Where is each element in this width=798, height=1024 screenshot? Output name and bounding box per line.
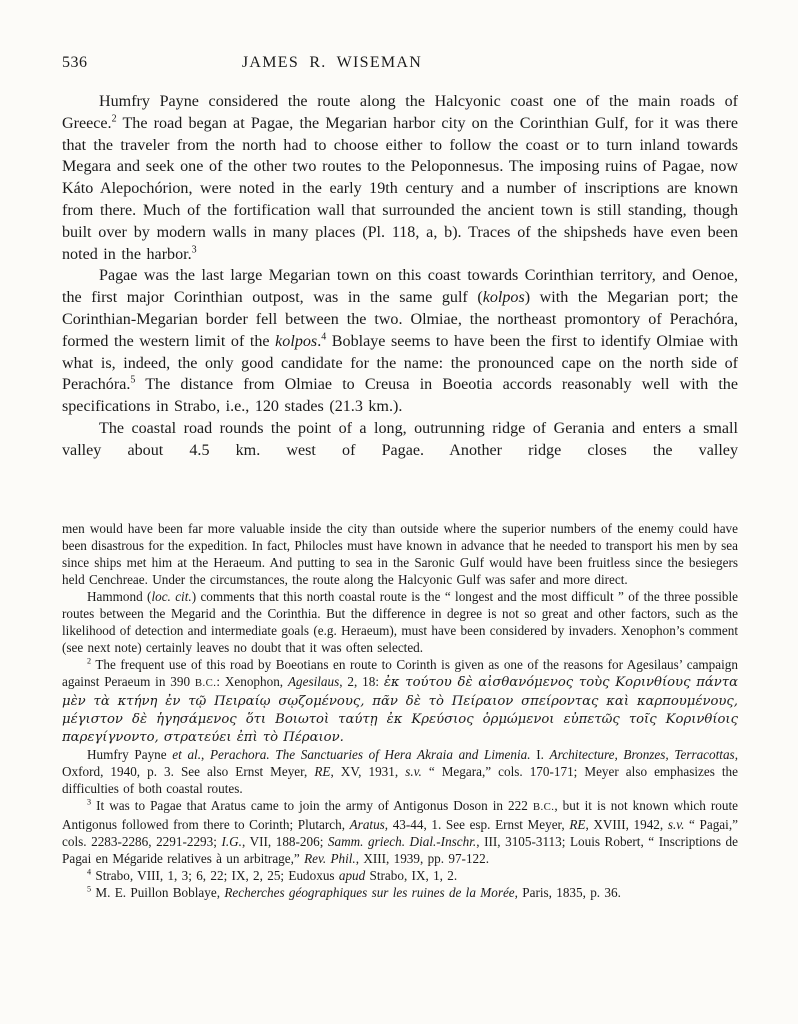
footnote-3 [62,797,738,867]
text-run: , 43-44, 1. See esp. Ernst Meyer, [384,817,570,832]
footnote-marker: 3 [191,244,197,256]
text-run: ) comments that this north coastal route is the “ longest and the most difficult ” of the three possible routes between the Megarid and the Corinthia. But the difference in degree is not so great and other factors, such as the likelihood of detection and intermediate goals (e.g. Heraeum), must have been considered by invaders. Xenophon’s comment (see next note) certainly leaves no doubt that it was often selected. [62,589,739,655]
body-paragraph-3 [62,418,738,462]
footnote-marker: 2 [87,656,92,666]
text-run: M. E. Puillon Boblaye, [91,885,225,900]
italic-text: kolpos [275,332,318,350]
text-run: The coastal road rounds the point of a long, outrunning ridge of Gerania and enters a small valley about 4.5 km. west of Pagae. Another ridge closes the valley [62,419,738,459]
italic-text: Architecture, Bronzes, Terracottas [549,747,735,762]
text-run: I. [530,747,550,762]
greek-text: ἐκ τούτου δὲ αἰσθανόμενος τοὺς Κορινθίους πάντα μὲν τὰ κτήνη ἐν τῷ Πειραίῳ σῳζομένους, πᾶν δὲ τὸ Πείραιον σπείροντας καὶ καρπουμένους, μέγιστον δὲ ἡγησάμενος ὅτι Βοιωτοὶ ταύτῃ ἐκ Κρεύσιος ὁρμώμενοι εὐπετῶς τοῖς Κορινθίοις παρεγίγνοντο, στρατεύει ἐπὶ τὸ Πέραιον. [62,675,738,745]
italic-text: Perachora. The Sanctuaries of Hera Akraia and Limenia. [209,747,531,762]
text-run: , XVIII, 1942, [585,817,668,832]
text-run: The distance from Olmiae to Creusa in Boeotia accords reasonably well with the specifications in Strabo, i.e., 120 stades (21.3 km.). [62,376,738,416]
text-run: Pagae was the last large Megarian town on this coast towards Corinthian territory, and Oenoe, the first major Corinthian outpost, was in the same gulf ( [62,267,738,307]
text-run: , XV, 1931, [330,764,406,779]
footnote-continuation-1 [62,520,738,588]
italic-text: s.v. [667,817,685,832]
italic-text: Recherches géographiques sur les ruines de la Morée [224,885,515,900]
italic-text: s.v. [405,764,422,779]
text-run: Boblaye seems to have been the first to identify Olmiae with what is, indeed, the only good candidate for the name: the pronounced cape on the north side of Perachóra. [62,332,738,394]
footnote-5 [62,884,738,901]
text-run: : Xenophon, [216,674,288,689]
text-run: Strabo, VIII, 1, 3; 6, 22; IX, 2, 25; Eudoxus [91,868,339,883]
footnotes [62,520,738,901]
text-run: Strabo, IX, 1, 2. [365,868,458,883]
text-run: , Paris, 1835, p. 36. [514,885,621,900]
text-run: , III, 3105-3113; Louis Robert, “ Inscriptions de Pagai en Mégaride relatives à un arbitrage,” [62,834,738,866]
footnote-2 [62,656,738,746]
body-text [62,91,738,462]
text-run: ) with the Megarian port; the Corinthian-Megarian border fell between the two. Olmiae, the northeast promontory of Perachóra, formed the western limit of the [62,289,738,350]
text-run: “ Megara,” cols. 170-171; Meyer also emphasizes the difficulties of both coastal routes. [62,764,738,796]
text-run: . [317,332,322,350]
text-run: “ Pagai,” cols. 2283-2286, 2291-2293; [62,817,738,849]
italic-text: loc. cit. [151,589,192,604]
small-caps-text: B.C. [532,801,555,813]
text-run: The frequent use of this road by Boeotians en route to Corinth is given as one of the reasons for Agesilaus’ campaign against Peraeum in 390 [62,657,738,689]
text-run: , but it is not known which route Antigonus followed from there to Corinth; Plutarch, [62,798,738,832]
italic-text: RE [314,764,331,779]
text-run: , [201,747,210,762]
footnote-continuation-2 [62,588,738,656]
footnote-marker: 2 [111,113,117,125]
italic-text: Agesilaus [287,674,340,689]
footnote-2-bibliography [62,746,738,797]
text-run: It was to Pagae that Aratus came to join the army of Antigonus Doson in 222 [91,798,533,813]
italic-text: Samm. griech. Dial.-Inschr. [327,834,477,849]
text-run: Humfry Payne [87,747,173,762]
footnote-marker: 5 [130,375,136,386]
italic-text: RE [569,817,586,832]
running-header: JAMES R. WISEMAN [241,54,423,71]
italic-text: et al. [172,747,201,762]
italic-text: kolpos [482,289,525,307]
italic-text: I.G. [221,834,242,849]
small-caps-text: B.C. [194,677,217,689]
text-run: , Oxford, 1940, p. 3. See also Ernst Meyer, [62,747,738,779]
footnote-marker: 4 [87,867,92,877]
footnote-marker: 5 [87,884,92,894]
footnote-4 [62,867,738,884]
footnote-marker: 3 [87,797,92,807]
italic-text: apud [338,868,366,883]
text-run: , VII, 188-206; [241,834,328,849]
body-paragraph-2 [62,265,738,418]
footnote-marker: 4 [321,331,327,343]
text-run: Hammond ( [87,589,152,604]
italic-text: Rev. Phil. [304,851,356,866]
text-run: men would have been far more valuable inside the city than outside where the superior numbers of the enemy could have been disastrous for the expedition. In fact, Philocles must have known in advance that he needed to transport his men by sea since ships met him at the Heraeum. And putting to sea in the Saronic Gulf would have been fruitless since the besiegers held Cenchreae. Under the circumstances, the route along the Halcyonic Gulf was safer and more direct. [62,521,738,587]
body-paragraph-1 [62,91,738,265]
text-run: , 2, 18: [339,674,384,689]
italic-text: Aratus [349,817,385,832]
page-number: 536 [62,54,88,71]
text-run: The road began at Pagae, the Megarian harbor city on the Corinthian Gulf, for it was there that the traveler from the north had to choose either to follow the coast or to turn inland towards Megara and seek one of the other two routes to the Peloponnesus. The imposing ruins of Pagae, now Káto Alepochórion, were noted in the early 19th century and a number of inscriptions are known from there. Much of the fortification wall that surrounded the ancient town is still standing, though built over by modern walls in many places (Pl. 118, a, b). Traces of the shipsheds have even been noted in the harbor. [62,114,738,263]
page-header [62,54,738,76]
text-run: , XIII, 1939, pp. 97-122. [355,851,490,866]
text-run: Humfry Payne considered the route along the Halcyonic coast one of the main roads of Greece. [62,93,738,132]
